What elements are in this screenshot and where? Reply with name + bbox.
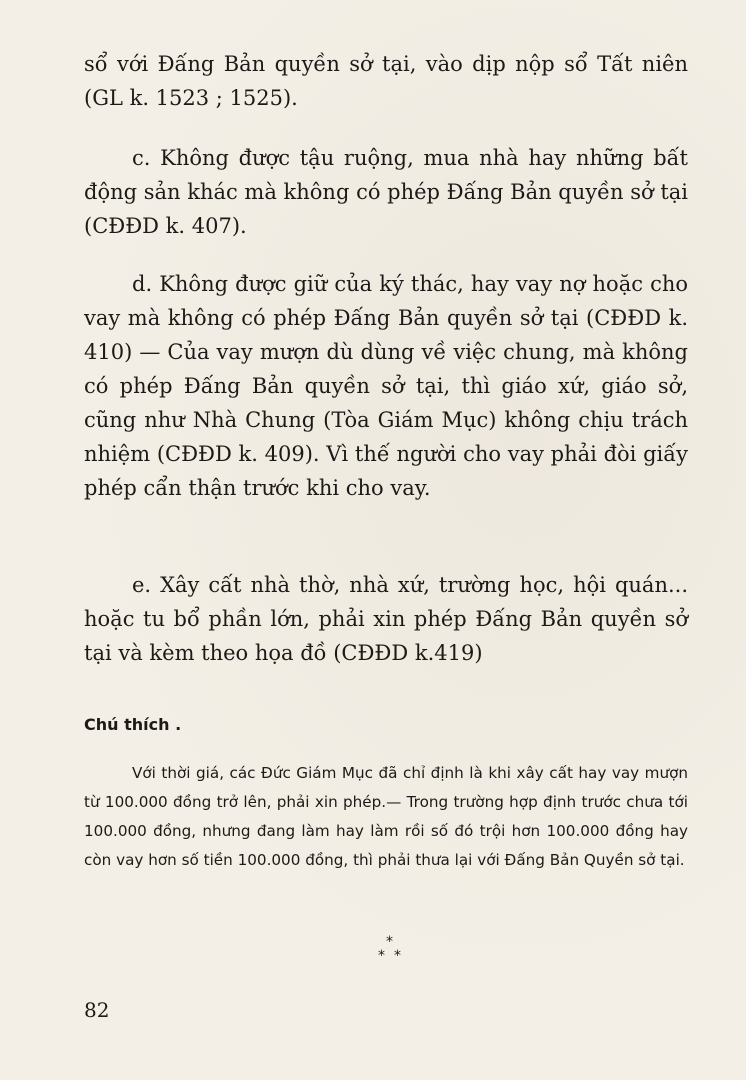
asterisk-top: * — [386, 934, 393, 950]
paragraph-continuation: sổ với Đấng Bản quyền sở tại, vào dịp nộp sổ Tất niên (GL k. 1523 ; 1525). — [84, 52, 688, 110]
note-heading: Chú thích . — [84, 715, 182, 734]
asterism-ornament — [373, 935, 413, 975]
page-number: 82 — [84, 998, 110, 1022]
paragraph-item-d: d. Không được giữ của ký thác, hay vay nợ hoặc cho vay mà không có phép Đấng Bản quyền sở tại (CĐĐD k. 410) — Của vay mượn dù dùng về việc chung, mà không có phép Đấng Bản quyền sở tại, thì giáo xứ, giáo sở, cũng như Nhà Chung (Tòa Giám Mục) không chịu trách nhiệm (CĐĐD k. 409). Vì thế người cho vay phải đòi giấy phép cẩn thận trước khi cho vay. — [84, 272, 688, 500]
paragraph-item-c: c. Không được tậu ruộng, mua nhà hay những bất động sản khác mà không có phép Đấng Bản quyền sở tại (CĐĐD k. 407). — [84, 146, 689, 238]
paragraph-item-e: e. Xây cất nhà thờ, nhà xứ, trường học, hội quán... hoặc tu bổ phần lớn, phải xin phép Đấng Bản quyền sở tại và kèm theo họa đồ (CĐĐD k.419) — [84, 573, 688, 665]
note-text: Với thời giá, các Đức Giám Mục đã chỉ định là khi xây cất hay vay mượn từ 100.000 đồng trở lên, phải xin phép.— Trong trường hợp định trước chưa tới 100.000 đồng, nhưng đang làm hay làm rồi số đó trội hơn 100.000 đồng hay còn vay hơn số tiền 100.000 đồng, thì phải thưa lại với Đấng Bản Quyền sở tại. — [84, 764, 688, 869]
asterisk-left: * — [378, 948, 385, 964]
asterisk-right: * — [394, 948, 401, 964]
